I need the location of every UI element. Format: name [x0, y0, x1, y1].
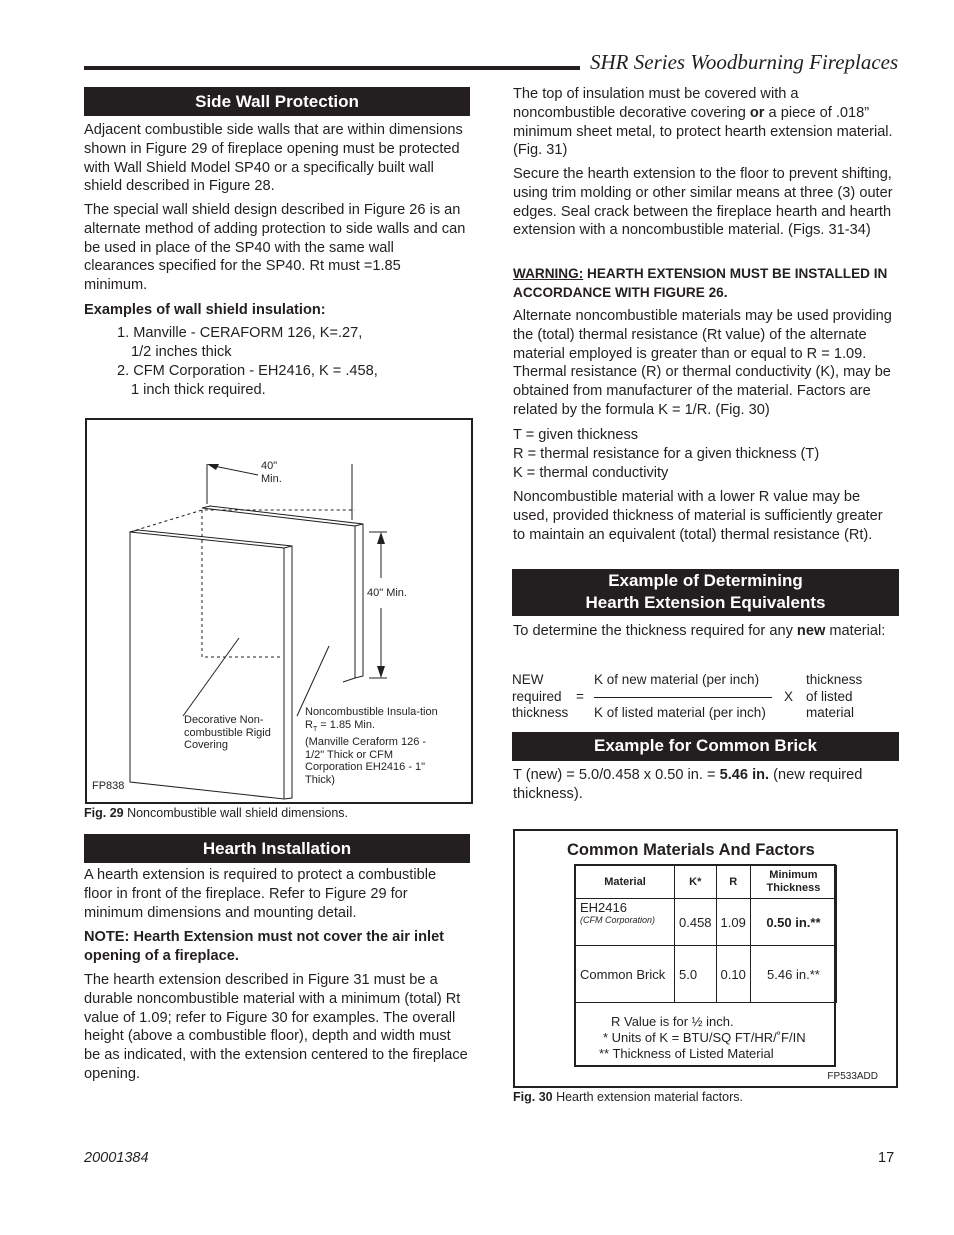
definition-r: R = thermal resistance for a given thickness (T) [513, 446, 820, 462]
brick-result: 5.46 in. [719, 767, 770, 783]
thickness-cell: 5.46 in.** [750, 946, 836, 1003]
hearth-paragraph-2: The hearth extension described in Figure 31 must be a durable noncombustible material with a minimum (total) Rt value of 1.09; refer to Figure 30 for examples. The overall height (above a combustible floor), depth and width must be as indicated, with the extension centered to the fireplace opening. [84, 972, 468, 1082]
figure-29-caption [84, 806, 348, 820]
figure-30-box [513, 829, 898, 1088]
running-title: SHR Series Woodburning Fireplaces [590, 50, 899, 74]
right-paragraph-4: Noncombustible material with a lower R value may be used, provided thickness of material is sufficiently greater to maintain an equivalent (total) thermal resistance (Rt). [513, 489, 883, 543]
header-rule [84, 66, 580, 70]
table-notes [599, 1014, 806, 1062]
p5-new: new [796, 623, 826, 639]
formula-left-3: thickness [512, 705, 569, 720]
formula-left [512, 672, 568, 722]
col-r: R [716, 866, 750, 899]
formula-equals: = [576, 689, 584, 704]
definition-t: T = given thickness [513, 427, 639, 443]
example-1-line-b: 1/2 inches thick [131, 344, 232, 360]
material-cell [576, 899, 675, 946]
k-cell: 0.458 [675, 899, 717, 946]
col-min-2: Thickness [766, 882, 821, 894]
figure-30-caption [513, 1090, 743, 1104]
formula [512, 672, 900, 724]
materials-title: Common Materials And Factors [567, 841, 815, 859]
note-k-units: * Units of K = BTU/SQ FT/HR/˚F/IN [603, 1030, 806, 1045]
dim-top-text: 40" Min. [261, 460, 282, 485]
note-r-value: R Value is for ½ inch. [611, 1014, 734, 1029]
warning-text [513, 265, 899, 303]
side-wall-title: Side Wall Protection [195, 92, 359, 111]
fig30-text: Hearth extension material factors. [552, 1090, 743, 1104]
col-min-1: Minimum [769, 869, 818, 881]
p1-c: a piece of .018” minimum sheet metal, to protect hearth extension material. (Fig. 31) [513, 104, 893, 159]
thickness-cell: 0.50 in.** [750, 899, 836, 946]
col-material: Material [576, 866, 675, 899]
label-decorative-covering: Decorative Non-combustible Rigid Covering [184, 714, 271, 751]
k-cell: 5.0 [675, 946, 717, 1003]
hearth-note: NOTE: Hearth Extension must not cover the air inlet opening of a fireplace. [84, 929, 445, 964]
example-title-line-1: Example of Determining [608, 571, 803, 590]
right-paragraph-1 [513, 85, 898, 160]
examples-heading: Examples of wall shield insulation: [84, 302, 326, 318]
fig29-text: Noncombustible wall shield dimensions. [123, 806, 349, 820]
insulation-detail: (Manville Ceraform 126 - 1/2" Thick or CFM Corporation EH2416 - 1" Thick) [305, 736, 427, 786]
col-k: K* [675, 866, 717, 899]
r-cell: 0.10 [716, 946, 750, 1003]
example-1-line-a: 1. Manville - CERAFORM 126, K=.27, [117, 325, 363, 341]
fig29-number: Fig. 29 [84, 806, 124, 820]
formula-left-1: NEW [512, 672, 544, 687]
r-cell: 1.09 [716, 899, 750, 946]
table-row [576, 946, 837, 1003]
figure-29-box [85, 418, 473, 804]
formula-fraction-line [594, 697, 772, 698]
warning-body: HEARTH EXTENSION MUST BE INSTALLED IN ACCORDANCE WITH FIGURE 26. [513, 266, 888, 300]
rt-r: R [305, 718, 313, 731]
formula-numerator: K of new material (per inch) [594, 672, 760, 687]
figure-30-code: FP533ADD [827, 1071, 878, 1082]
section-title-hearth [84, 834, 470, 863]
right-paragraph-5 [513, 622, 898, 641]
formula-right-3: material [806, 705, 855, 720]
material-name: EH2416 [580, 900, 627, 915]
right-paragraph-2: Secure the hearth extension to the floor to prevent shifting, using trim molding or other similar means at three (3) outer edges. Seal crack between the fireplace hearth and hearth extension with a noncombustible material. (Figs. 31-34) [513, 166, 893, 239]
brick-example [513, 766, 898, 804]
formula-right-1: thickness [806, 672, 863, 687]
material-sub: (CFM Corporation) [580, 915, 656, 925]
brick-a: T (new) = 5.0/0.458 x 0.50 in. = [513, 767, 720, 783]
section-title-side-wall [84, 87, 470, 116]
figure-code: FP838 [92, 780, 125, 792]
side-wall-paragraph-1: Adjacent combustible side walls that are within dimensions shown in Figure 29 of fireplace opening must be protected with Wall Shield Model SP40 or a specifically built wall shield described in Figure 28. [84, 122, 463, 195]
label-insulation [305, 706, 445, 786]
brick-title: Example for Common Brick [594, 736, 817, 755]
material-cell: Common Brick [576, 946, 675, 1003]
p5-c: material: [825, 623, 886, 639]
formula-right-2: of listed [806, 688, 853, 704]
fig30-number: Fig. 30 [513, 1090, 553, 1104]
note-thickness: ** Thickness of Listed Material [599, 1046, 774, 1061]
example-title-line-2: Hearth Extension Equivalents [585, 593, 826, 612]
col-min-thickness [750, 866, 836, 899]
section-title-brick [512, 732, 899, 761]
example-2-line-b: 1 inch thick required. [131, 382, 266, 398]
brick-c: (new required thickness). [513, 767, 863, 802]
table-row [576, 899, 837, 946]
rt-t: T [312, 725, 318, 733]
dim-label-top [261, 460, 291, 485]
formula-times: X [784, 689, 794, 704]
side-wall-paragraph-2: The special wall shield design described in Figure 26 is an alternate method of adding protection to side walls and can be used in place of the SP40 with the same wall clearances specified for the SP40. Rt must =1.85 minimum. [84, 202, 466, 294]
formula-right [806, 672, 862, 722]
rt-value: = 1.85 Min. [317, 718, 376, 731]
doc-number: 20001384 [84, 1150, 149, 1166]
dim-label-side: 40" Min. [367, 587, 407, 599]
page-number: 17 [878, 1150, 895, 1166]
insulation-name: Noncombustible Insula-tion [305, 706, 438, 718]
p1-or: or [749, 104, 765, 121]
warning-label: WARNING: [513, 266, 584, 281]
p1-a: The top of insulation must be covered with a noncombustible decorative covering [513, 86, 799, 121]
example-2-line-a: 2. CFM Corporation - EH2416, K = .458, [117, 363, 378, 379]
p5-a: To determine the thickness required for any [513, 623, 797, 639]
formula-denominator: K of listed material (per inch) [594, 705, 766, 720]
right-paragraph-3: Alternate noncombustible materials may be used providing the (total) thermal resistance (Rt value) of the alternate material employed is greater than or equal to R = 1.09. Thermal resistance (R) or thermal conductivity (K), may be obtained from manufacturer of the material. Factors are related by the formula K = 1/R. (Fig. 30) [513, 308, 892, 418]
section-title-example [512, 569, 899, 616]
formula-left-2: required [512, 688, 562, 704]
materials-table [575, 865, 837, 1003]
hearth-paragraph-1: A hearth extension is required to protect a combustible floor in front of the fireplace. Refer to Figure 29 for minimum dimensions and mounting detail. [84, 867, 437, 921]
definition-k: K = thermal conductivity [513, 465, 669, 481]
hearth-title: Hearth Installation [202, 839, 352, 858]
